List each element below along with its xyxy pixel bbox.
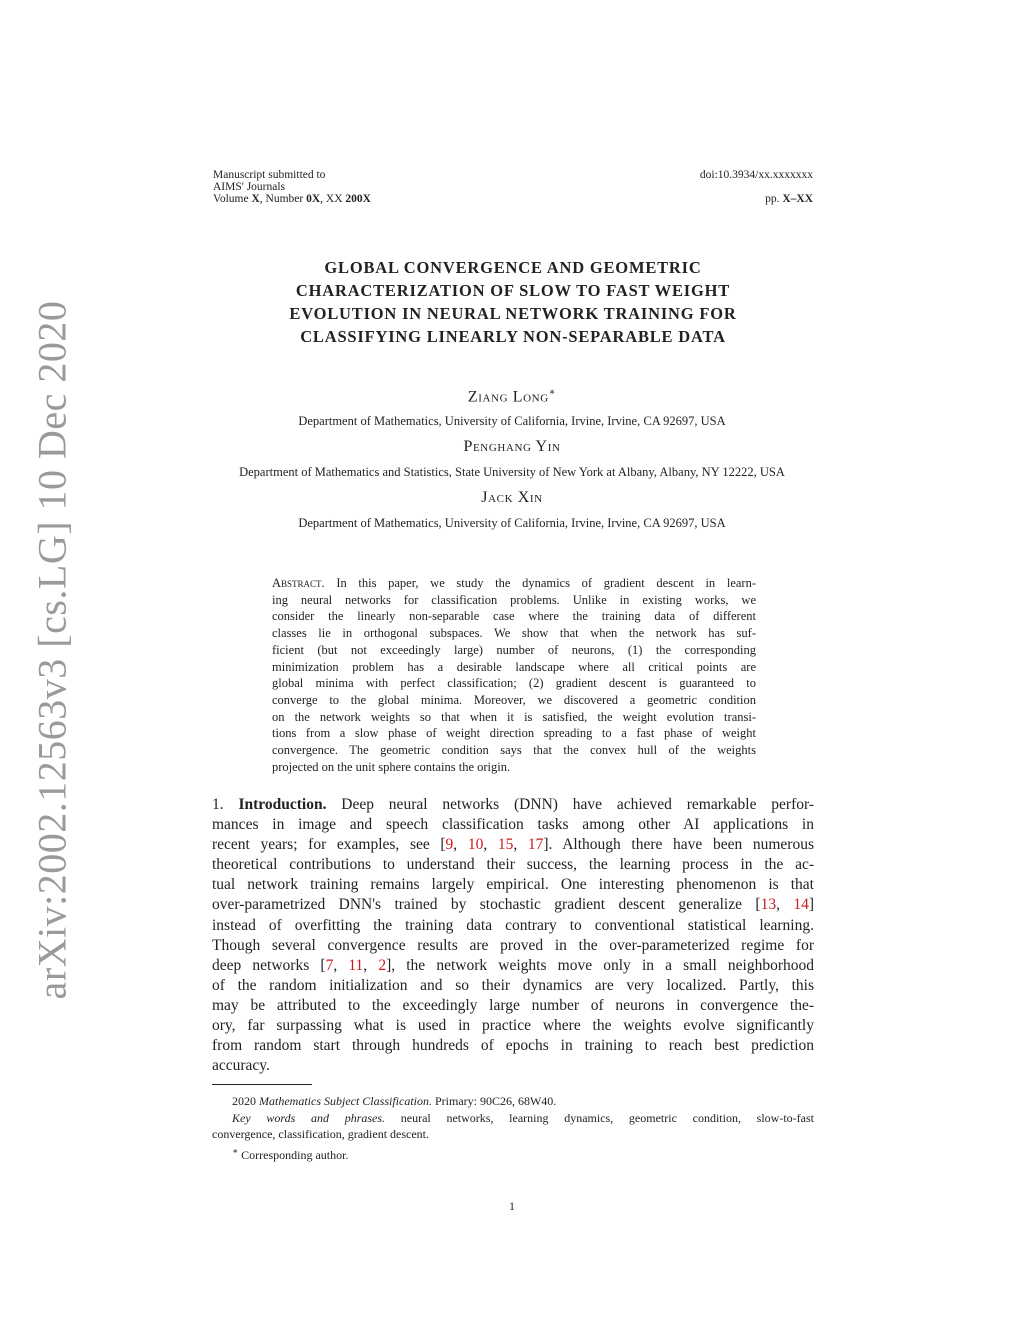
abstract-line: ing neural networks for classification problems. Unlike in existing works, we: [272, 592, 756, 607]
abstract-line: minimization problem has a desirable landscape where all critical points are: [272, 659, 756, 674]
section-number: 1.: [212, 796, 239, 813]
page-range: pp. X–XX: [765, 193, 813, 205]
citation-link[interactable]: 13: [760, 896, 777, 914]
body-line: Though several convergence results are proved in the over-parameterized regime for: [212, 936, 814, 954]
body-line: 1. Introduction. Deep neural networks (DNN) have achieved remarkable perfor-: [212, 796, 814, 813]
body-line: instead of overfitting the training data contrary to conventional statistical learning.: [212, 916, 814, 934]
author-name: Ziang Long∗: [467, 387, 557, 406]
abstract-line: Abstract. In this paper, we study the dynamics of gradient descent in learn-: [272, 576, 756, 590]
citation-link[interactable]: 11: [348, 956, 364, 974]
abstract-label: Abstract.: [272, 576, 325, 590]
body-line: over-parametrized DNN's trained by stochastic gradient descent generalize [13, 14]: [212, 896, 814, 914]
body-line: from random start through hundreds of epochs in training to reach best prediction: [212, 1037, 814, 1055]
title-line: EVOLUTION IN NEURAL NETWORK TRAINING FOR: [289, 304, 737, 323]
author-affiliation: Department of Mathematics and Statistics, State University of New York at Albany, Albany, NY 12222, USA: [239, 465, 785, 479]
page-number: 1: [509, 1199, 515, 1213]
msc-footnote: 2020 Mathematics Subject Classification. Primary: 90C26, 68W40.: [232, 1094, 557, 1108]
author-affiliation: Department of Mathematics, University of California, Irvine, Irvine, CA 92697, USA: [298, 414, 726, 428]
body-line: mances in image and speech classification tasks among other AI applications in: [212, 816, 814, 834]
citation-link[interactable]: 7: [325, 956, 334, 974]
citation-link[interactable]: 14: [793, 896, 809, 914]
section-heading: Introduction.: [238, 796, 327, 813]
corresponding-author-footnote: ∗ Corresponding author.: [232, 1145, 349, 1162]
abstract-line: projected on the unit sphere contains the origin.: [272, 759, 511, 774]
journal-name: AIMS' Journals: [213, 181, 286, 193]
title-line: GLOBAL CONVERGENCE AND GEOMETRIC: [324, 258, 702, 277]
author-affiliation: Department of Mathematics, University of California, Irvine, Irvine, CA 92697, USA: [298, 516, 726, 530]
body-line: theoretical contributions to understand their success, the learning process in the ac-: [212, 856, 814, 874]
abstract-line: convergence. The geometric condition says that the convex hull of the weights: [272, 743, 756, 758]
doi: doi:10.3934/xx.xxxxxxx: [699, 169, 813, 181]
abstract-line: on the network weights so that when it is satisfied, the weight evolution transi-: [272, 709, 756, 724]
citation-link[interactable]: 9: [445, 836, 454, 854]
body-line: tual network training remains largely empirical. One interesting phenomenon is that: [212, 876, 814, 894]
corresponding-mark: ∗: [548, 387, 557, 398]
abstract-line: ficient (but not exceedingly large) number of neurons, (1) the corresponding: [272, 642, 756, 657]
author-name: Penghang Yin: [463, 438, 561, 455]
manuscript-note: Manuscript submitted to: [213, 169, 326, 181]
body-line: accuracy.: [212, 1057, 270, 1075]
keywords-footnote-cont: convergence, classification, gradient descent.: [212, 1127, 430, 1141]
journal-header: [213, 169, 371, 205]
volume-info: Volume X, Number 0X, XX 200X: [213, 193, 371, 205]
body-line: may be attributed to the exceedingly large number of neurons in convergence the-: [212, 996, 814, 1014]
doi-header: [700, 169, 813, 205]
footnotes: [212, 1093, 814, 1163]
arxiv-identifier: arXiv:2002.12563v3 [cs.LG] 10 Dec 2020: [29, 300, 75, 1000]
abstract-line: converge to the global minima. Moreover, we discovered a geometric condition: [272, 692, 756, 707]
abstract-line: consider the linearly non-separable case where the training data of different: [272, 609, 756, 624]
citation-link[interactable]: 17: [527, 836, 544, 854]
introduction-section: [212, 795, 814, 1076]
abstract-line: classes lie in orthogonal subspaces. We show that when the network has suf-: [272, 626, 756, 641]
title-line: CHARACTERIZATION OF SLOW TO FAST WEIGHT: [295, 281, 731, 300]
abstract-line: tions from a slow phase of weight direction spreading to a fast phase of weight: [272, 726, 756, 741]
paper-title: [212, 256, 814, 348]
footnote-rule: [212, 1084, 312, 1085]
citation-link[interactable]: 10: [467, 836, 484, 854]
citation-link[interactable]: 2: [378, 956, 387, 974]
citation-link[interactable]: 15: [497, 836, 514, 854]
body-line: ory, far surpassing what is used in practice where the weights evolve significantly: [212, 1017, 814, 1035]
body-line: of the random initialization and so their dynamics are very localized. Partly, this: [212, 976, 814, 994]
body-line: recent years; for examples, see [9, 10, 15, 17]. Although there have been numerous: [212, 836, 814, 854]
title-line: CLASSIFYING LINEARLY NON-SEPARABLE DATA: [300, 327, 726, 346]
abstract: [272, 575, 756, 775]
abstract-line: global minima with perfect classification; (2) gradient descent is guaranteed to: [272, 676, 756, 691]
author-name: Jack Xin: [481, 489, 543, 506]
keywords-footnote: Key words and phrases. neural networks, learning dynamics, geometric condition, slow-to-fast: [232, 1110, 814, 1125]
body-line: deep networks [7, 11, 2], the network weights move only in a small neighborhood: [212, 956, 815, 974]
